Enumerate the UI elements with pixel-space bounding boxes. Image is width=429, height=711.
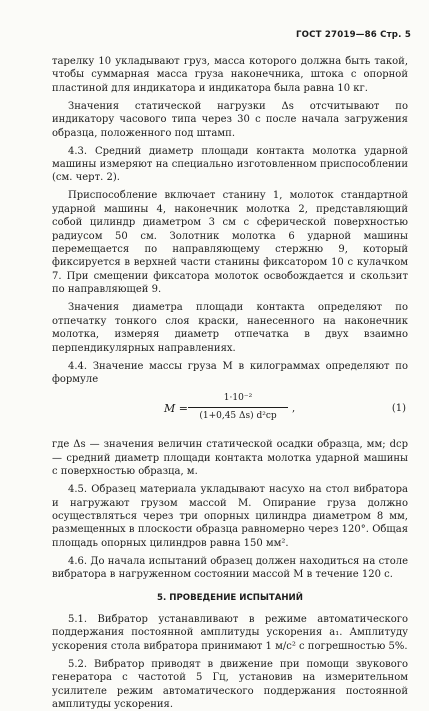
formula-numerator: 1·10⁻² (188, 392, 288, 407)
paragraph: где Δs — значения величин статической осадки образца, мм; dср — средний диаметр площади контакта молотка ударной машины с поверхностью образца, м. (52, 439, 408, 478)
paragraph: 5.2. Вибратор приводят в движение при помощи звукового генератора с частотой 5 Гц, установив на измерительном усилителе режим автоматического поддержания постоянной амплитуды ускорения. (52, 658, 408, 710)
formula-comma: , (292, 403, 296, 415)
paragraph: 4.3. Средний диаметр площади контакта молотка ударной машины измеряют на специально изготовленном приспособлении (см. черт. 2). (52, 145, 408, 184)
formula-block (52, 388, 408, 434)
paragraph: Значения диаметра площади контакта определяют по отпечатку тонкого слоя краски, нанесенного на наконечник молотка, измеряя диаметр отпечатка в двух взаимно перпендикулярных направлениях. (52, 302, 408, 354)
paragraph: Значения статической нагрузки Δs отсчитывают по индикатору часового типа через 30 с после начала загружения образца, положенного под штамп. (52, 100, 408, 139)
paragraph: 4.4. Значение массы груза M в килограммах определяют по формуле (52, 360, 408, 385)
paragraph: 4.5. Образец материала укладывают насухо на стол вибратора и нагружают грузом массой M. Опирание груза должно осуществляться через три опорных цилиндра диаметром 8 мм, размещенных в плоскости образца равномерно через 120°. Общая площадь опорных цилиндров равна 150 мм². (52, 484, 408, 549)
formula-denominator: (1+0,45 Δs) d²ср (199, 410, 277, 421)
formula-number: (1) (391, 403, 406, 415)
section-title: 5. ПРОВЕДЕНИЕ ИСПЫТАНИЙ (157, 592, 303, 603)
formula-fraction (188, 392, 288, 423)
paragraph: Приспособление включает станину 1, молоток стандартной ударной машины 4, наконечник молотка 2, представляющий собой цилиндр диаметром 3 см с сферической поверхностью радиусом 50 см. Золотник молотка 6 ударной машины перемещается по направляющему стержню 9, который фиксируется в верхней части станины фиксатором 10 с кулачком 7. При смещении фиксатора молоток освобождается и скользит по направляющей 9. (52, 190, 408, 296)
paragraph: 4.6. До начала испытаний образец должен находиться на столе вибратора в нагруженном состоянии массой M в течение 120 с. (52, 555, 408, 581)
document-body (52, 55, 408, 711)
page-header: ГОСТ 27019—86 Стр. 5 (295, 30, 411, 40)
formula-lhs: M = (164, 402, 188, 416)
paragraph: тарелку 10 укладывают груз, масса которого должна быть такой, чтобы суммарная масса груза наконечника, штока с опорной пластиной для индикатора и индикатора была равна 10 кг. (52, 56, 408, 94)
paragraph: 5.1. Вибратор устанавливают в режиме автоматического поддержания постоянной амплитуды ускорения a₁. Амплитуду ускорения стола вибратора принимают 1 м/с² с погрешностью 5%. (52, 613, 408, 652)
